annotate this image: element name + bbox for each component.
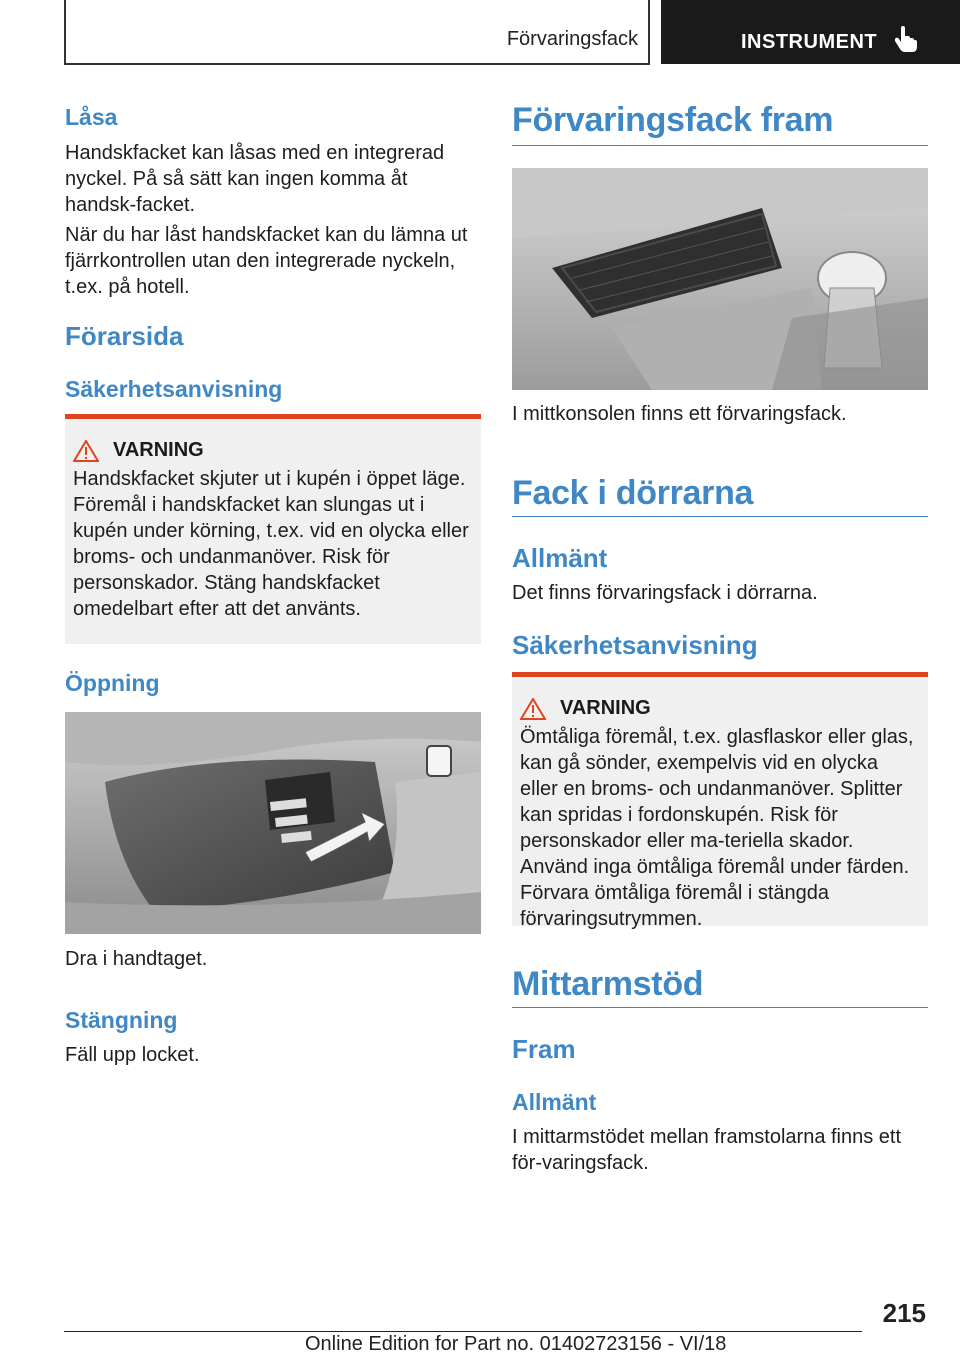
- warning-text: Ömtåliga föremål, t.ex. glasflaskor eller glas, kan gå sönder, exempelvis vid en olycka eller en broms- och undanmanöver. Splitter kan spridas i fordonskupén. Risk för personskador eller ma-teriella skador. Använd inga ömtåliga föremål under färden. Förvara ömtåliga föremål i stängda förvaringsutrymmen.: [520, 726, 914, 930]
- warning-title: VARNING: [113, 439, 204, 461]
- page-number: 215: [882, 1298, 926, 1328]
- header-divider-right: [648, 0, 650, 64]
- heading-forvaringsfack-fram: Förvaringsfack fram: [512, 101, 834, 139]
- pointing-hand-icon: [895, 26, 917, 52]
- lasa-paragraph-1: Handskfacket kan låsas med en integrerad nyckel. På så sätt kan ingen komma åt handsk-facket.: [65, 142, 445, 216]
- header-section-title: Förvaringsfack: [506, 28, 638, 50]
- allmant-2-text: I mittarmstödet mellan framstolarna finns ett för-varingsfack.: [512, 1126, 902, 1174]
- warning-title: VARNING: [560, 697, 651, 719]
- caption-handtaget: Dra i handtaget.: [65, 948, 208, 970]
- header-underline: [64, 63, 650, 65]
- heading-forarsida: Förarsida: [65, 321, 184, 351]
- warning-triangle-icon: [73, 440, 99, 462]
- heading-rule: [512, 1007, 928, 1008]
- glovebox-handle-photo: [65, 712, 481, 934]
- heading-lasa: Låsa: [65, 104, 118, 130]
- heading-rule: [512, 516, 928, 517]
- chapter-label: INSTRUMENT: [741, 31, 878, 53]
- footer-edition: Online Edition for Part no. 01402723156 - VI/18: [305, 1333, 727, 1355]
- warning-box: [65, 414, 481, 644]
- header-divider-left: [64, 0, 66, 64]
- warning-header: [73, 439, 473, 462]
- warning-box-right: [512, 672, 928, 930]
- heading-sakerhetsanvisning-right: Säkerhetsanvisning: [512, 630, 758, 660]
- chapter-tab[interactable]: [661, 0, 960, 64]
- heading-oppning: Öppning: [65, 670, 160, 696]
- stangning-text: Fäll upp locket.: [65, 1044, 200, 1066]
- lasa-paragraph-2: När du har låst handskfacket kan du lämna ut fjärrkontrollen utan den integrerade nyckeln, t.ex. på hotell.: [65, 224, 468, 298]
- heading-allmant-2: Allmänt: [512, 1089, 597, 1115]
- heading-rule: [512, 145, 928, 146]
- warning-text: Handskfacket skjuter ut i kupén i öppet läge. Föremål i handskfacket kan slungas ut i kupén under körning, t.ex. vid en olycka eller broms- och undanmanöver. Risk för personskador. Stäng handskfacket omedelbart efter att det använts.: [73, 468, 469, 620]
- warning-header: [520, 697, 920, 720]
- heading-stangning: Stängning: [65, 1007, 178, 1033]
- heading-fram: Fram: [512, 1034, 576, 1064]
- heading-fack-i-dorrarna: Fack i dörrarna: [512, 474, 754, 512]
- center-console-photo: [512, 168, 928, 390]
- footer-rule: [64, 1331, 862, 1332]
- heading-sakerhetsanvisning: Säkerhetsanvisning: [65, 376, 283, 402]
- heading-mittarmstod: Mittarmstöd: [512, 965, 704, 1003]
- heading-allmant: Allmänt: [512, 543, 608, 573]
- caption-mittkonsolen: I mittkonsolen finns ett förvaringsfack.: [512, 403, 847, 425]
- allmant-text: Det finns förvaringsfack i dörrarna.: [512, 582, 818, 604]
- warning-triangle-icon: [520, 698, 546, 720]
